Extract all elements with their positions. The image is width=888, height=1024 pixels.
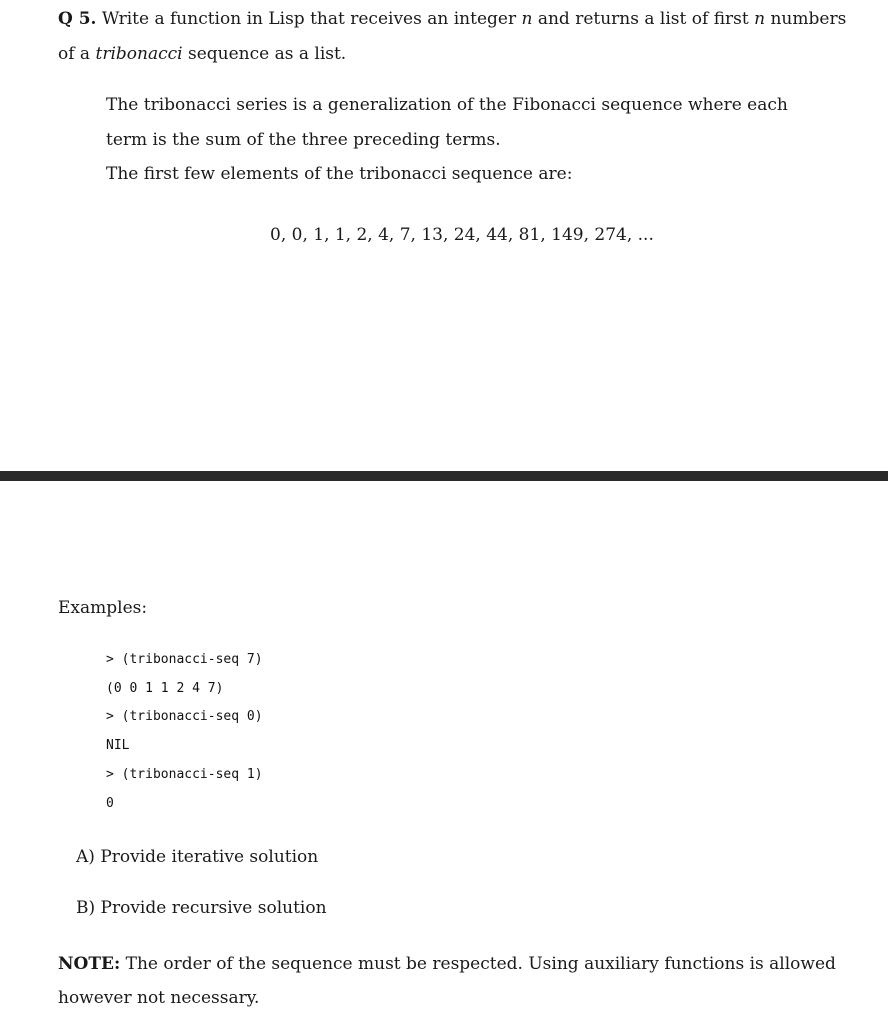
note-text-1: The order of the sequence must be respected. Using auxiliary functions is allowed	[125, 954, 836, 974]
definition-line-2: term is the sum of the three preceding terms.	[106, 130, 501, 150]
example-line: NIL	[106, 738, 130, 753]
definition-line-1: The tribonacci series is a generalization of the Fibonacci sequence where each	[106, 95, 788, 115]
question-line-1	[58, 9, 846, 29]
part-b: B) Provide recursive solution	[76, 898, 327, 918]
question-text-1b: and returns a list of first	[537, 9, 749, 29]
question-text-2b: sequence as a list.	[187, 44, 347, 64]
note-line-2: however not necessary.	[58, 988, 260, 1008]
variable-n: n	[754, 9, 766, 29]
example-line: (0 0 1 1 2 4 7)	[106, 681, 224, 696]
example-line: > (tribonacci-seq 0)	[106, 709, 263, 724]
question-text-1c: numbers	[770, 9, 847, 29]
page-divider	[0, 471, 888, 481]
examples-label: Examples:	[58, 598, 148, 618]
note-line-1	[58, 954, 836, 974]
tribonacci-term: tribonacci	[95, 44, 183, 64]
question-number: Q 5.	[58, 9, 97, 29]
part-a: A) Provide iterative solution	[76, 847, 319, 867]
question-line-2	[58, 44, 346, 64]
question-text-2a: of a	[58, 44, 91, 64]
example-line: > (tribonacci-seq 7)	[106, 652, 263, 667]
tribonacci-sequence: 0, 0, 1, 1, 2, 4, 7, 13, 24, 44, 81, 149, 274, ...	[270, 225, 654, 245]
note-label: NOTE:	[58, 954, 121, 974]
variable-n: n	[521, 9, 533, 29]
example-line: > (tribonacci-seq 1)	[106, 767, 263, 782]
example-line: 0	[106, 796, 114, 811]
question-text-1a: Write a function in Lisp that receives an integer	[101, 9, 517, 29]
definition-line-3: The first few elements of the tribonacci sequence are:	[106, 164, 573, 184]
